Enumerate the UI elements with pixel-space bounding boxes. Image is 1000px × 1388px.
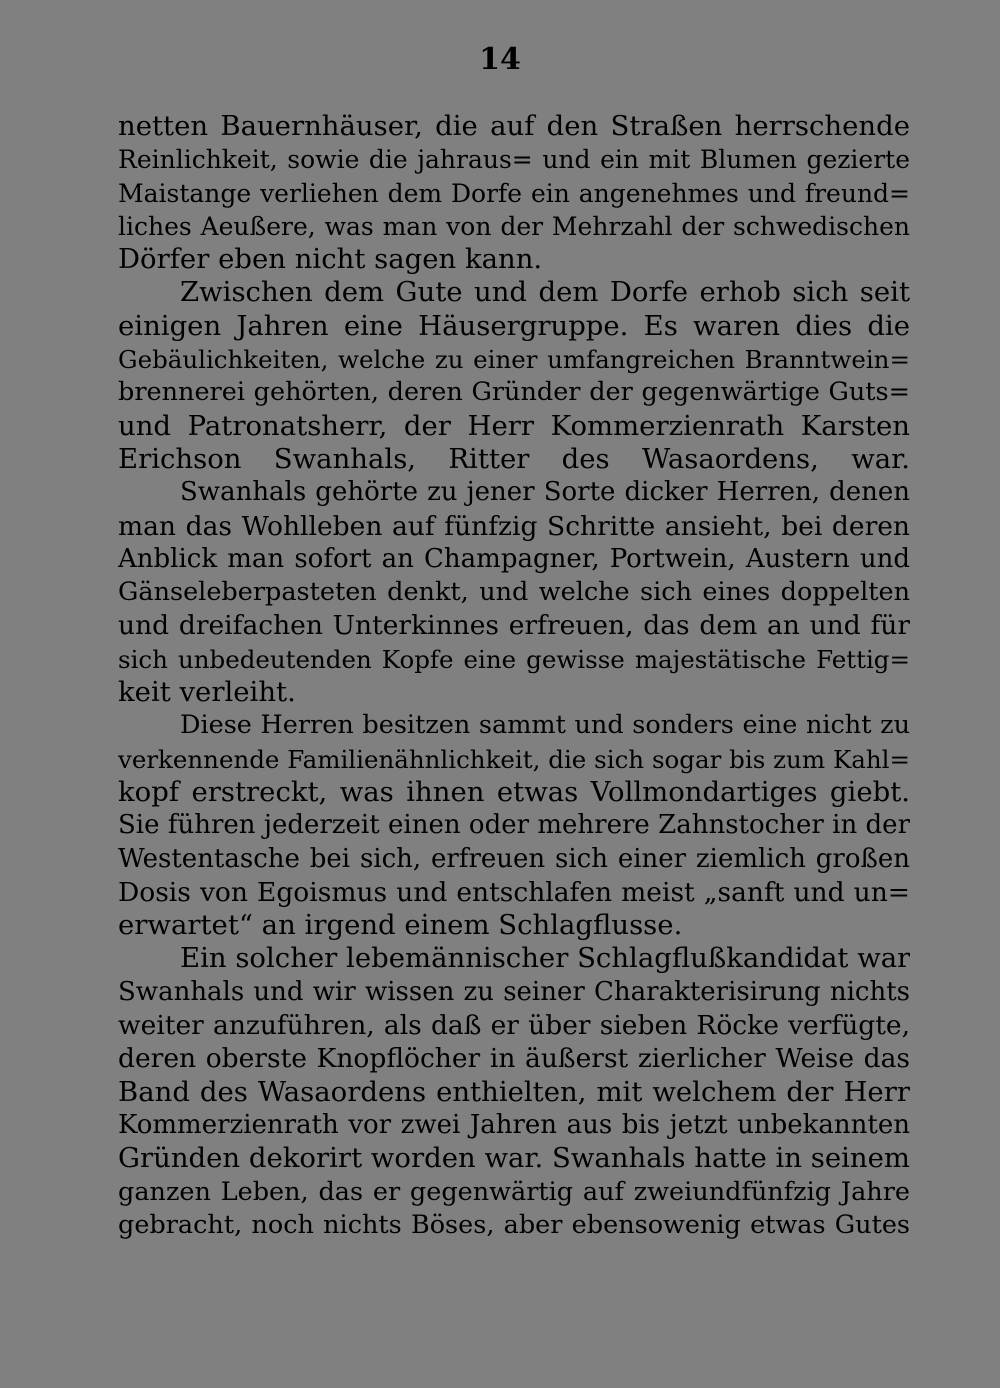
text-line: Ein solcher lebemännischer Schlagflußkandidat war (180, 942, 910, 975)
text-line: Erichson Swanhals, Ritter des Wasaordens, war. (118, 442, 910, 475)
text-line: man das Wohlleben auf fünfzig Schritte ansieht, bei deren (118, 510, 910, 542)
text-line: sich unbedeutenden Kopfe eine gewisse majestätische Fettig= (118, 644, 910, 674)
text-line: liches Aeußere, was man von der Mehrzahl der schwedischen (118, 211, 910, 241)
body-text (118, 110, 910, 1242)
text-line: Maistange verliehen dem Dorfe ein angenehmes und freund= (118, 178, 910, 208)
text-line: Swanhals und wir wissen zu seiner Charakterisirung nichts (118, 976, 910, 1007)
text-line: erwartet“ an irgend einem Schlagflusse. (118, 909, 683, 942)
text-line: Dörfer eben nicht sagen kann. (118, 243, 543, 276)
page-number: 14 (479, 42, 521, 77)
text-line: ganzen Leben, das er gegenwärtig auf zweiundfünfzig Jahre (118, 1176, 910, 1207)
text-line: netten Bauernhäuser, die auf den Straßen herrschende (118, 110, 910, 142)
text-line: Gründen dekorirt worden war. Swanhals hatte in seinem (118, 1142, 910, 1175)
text-line: Dosis von Egoismus und entschlafen meist „sanft und un= (118, 876, 910, 908)
text-line: keit verleiht. (118, 676, 296, 709)
text-line: verkennende Familienähnlichkeit, die sich sogar bis zum Kahl= (118, 744, 910, 774)
text-line: Kommerzienrath vor zwei Jahren aus bis jetzt unbekannten (118, 1109, 910, 1140)
text-line: Gebäulichkeiten, welche zu einer umfangreichen Branntwein= (118, 345, 910, 375)
text-line: deren oberste Knopflöcher in äußerst zierlicher Weise das (118, 1043, 910, 1075)
text-line: kopf erstreckt, was ihnen etwas Vollmondartiges giebt. (118, 775, 910, 808)
text-line: Gänseleberpasteten denkt, und welche sich eines doppelten (118, 577, 910, 608)
text-line: Anblick man sofort an Champagner, Portwein, Austern und (118, 543, 910, 574)
text-line: und dreifachen Unterkinnes erfreuen, das dem an und für (118, 610, 910, 642)
text-line: und Patronatsherr, der Herr Kommerzienrath Karsten (118, 409, 910, 442)
text-line: Band des Wasaordens enthielten, mit welchem der Herr (118, 1075, 910, 1108)
text-line: Sie führen jederzeit einen oder mehrere Zahnstocher in der (118, 810, 910, 841)
text-line: einigen Jahren eine Häusergruppe. Es waren dies die (118, 309, 910, 342)
text-line: Zwischen dem Gute und dem Dorfe erhob sich seit (180, 276, 910, 309)
text-line: Reinlichkeit, sowie die jahraus= und ein mit Blumen gezierte (118, 145, 910, 175)
text-line: weiter anzuführen, als daß er über sieben Röcke verfügte, (118, 1010, 910, 1042)
text-line: gebracht, noch nichts Böses, aber ebensowenig etwas Gutes (118, 1209, 910, 1240)
text-line: brennerei gehörten, deren Gründer der gegenwärtige Guts= (118, 377, 910, 408)
text-line: Westentasche bei sich, erfreuen sich einer ziemlich großen (118, 843, 910, 874)
text-line: Swanhals gehörte zu jener Sorte dicker Herren, denen (180, 477, 910, 508)
text-line: Diese Herren besitzen sammt und sonders eine nicht zu (180, 710, 910, 741)
